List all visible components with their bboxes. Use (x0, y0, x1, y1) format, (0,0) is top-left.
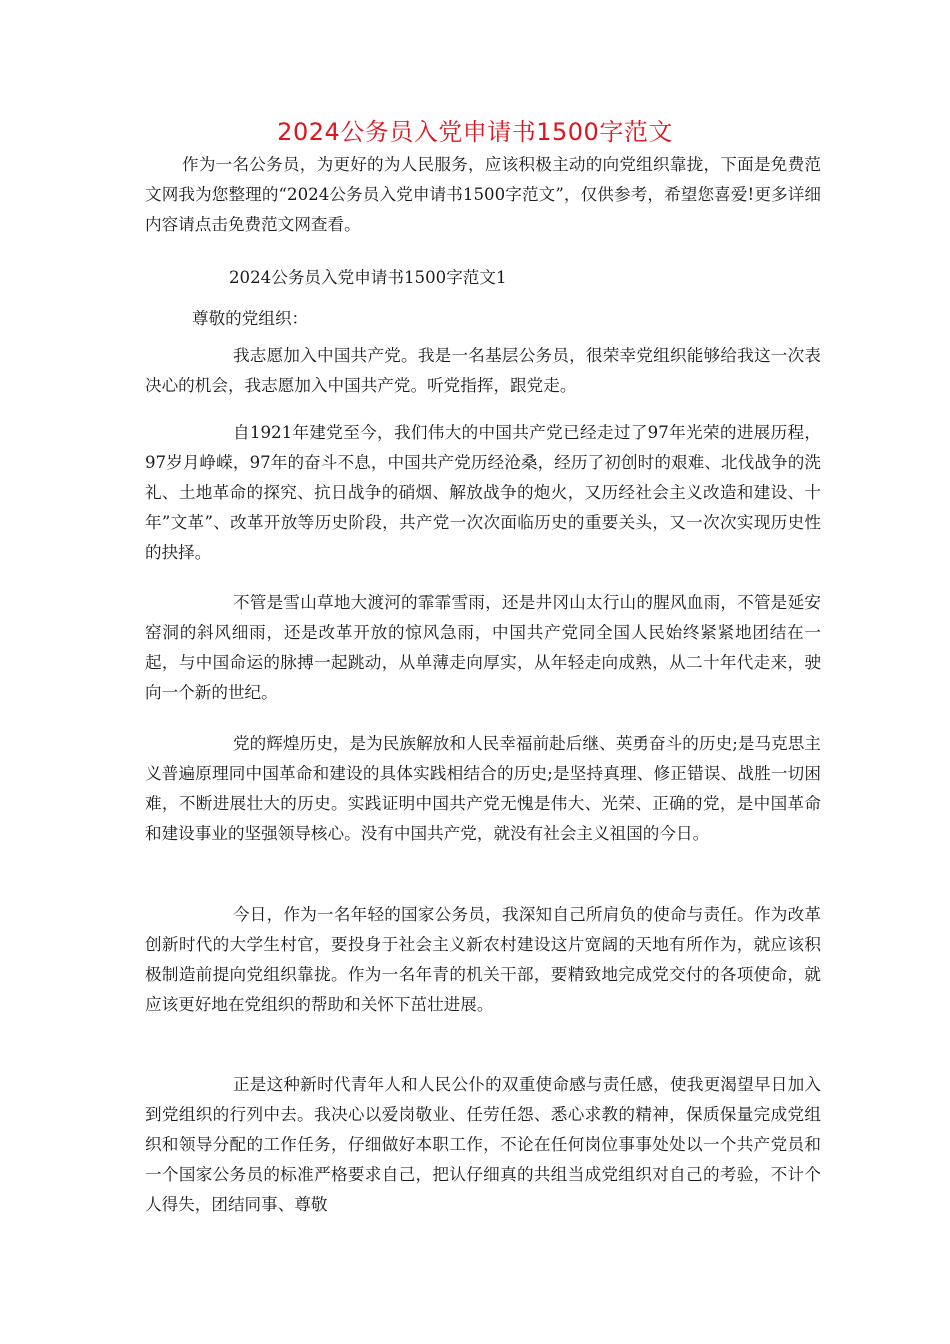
body-paragraph: 今日，作为一名年轻的国家公务员，我深知自己所肩负的使命与责任。作为改革创新时代的大学生村官，要投身于社会主义新农村建设这片宽阔的天地有所作为，就应该积极制造前提向党组织靠拢。作为一名年青的机关干部，要精致地完成党交付的各项使命，就应该更好地在党组织的帮助和关怀下茁壮进展。 (145, 905, 821, 1014)
body-paragraph: 党的辉煌历史，是为民族解放和人民幸福前赴后继、英勇奋斗的历史;是马克思主义普遍原理同中国革命和建设的具体实践相结合的历史;是坚持真理、修正错误、战胜一切困难，不断进展壮大的历史。实践证明中国共产党无愧是伟大、光荣、正确的党，是中国革命和建设事业的坚强领导核心。没有中国共产党，就没有社会主义祖国的今日。 (145, 734, 821, 843)
section-heading: 2024公务员入党申请书1500字范文1 (229, 268, 507, 287)
document-title: 2024公务员入党申请书1500字范文 (277, 118, 673, 146)
body-paragraph: 不管是雪山草地大渡河的霏霏雪雨，还是井冈山太行山的腥风血雨，不管是延安窑洞的斜风细雨，还是改革开放的惊风急雨，中国共产党同全国人民始终紧紧地团结在一起，与中国命运的脉搏一起跳动，从单薄走向厚实，从年轻走向成熟，从二十年代走来，驶向一个新的世纪。 (145, 593, 821, 702)
body-paragraph: 正是这种新时代青年人和人民公仆的双重使命感与责任感，使我更渴望早日加入到党组织的行列中去。我决心以爱岗敬业、任劳任怨、悉心求教的精神，保质保量完成党组织和领导分配的工作任务，仔细做好本职工作，不论在任何岗位事事处处以一个共产党员和一个国家公务员的标准严格要求自己，把认仔细真的共组当成党组织对自己的考验，不计个人得失，团结同事、尊敬 (145, 1075, 821, 1214)
body-paragraph: 我志愿加入中国共产党。我是一名基层公务员，很荣幸党组织能够给我这一次表决心的机会，我志愿加入中国共产党。听党指挥，跟党走。 (145, 346, 821, 395)
salutation: 尊敬的党组织： (192, 309, 309, 328)
intro-paragraph: 作为一名公务员，为更好的为人民服务，应该积极主动的向党组织靠拢，下面是免费范文网我为您整理的“2024公务员入党申请书1500字范文”，仅供参考，希望您喜爱!更多详细内容请点击免费范文网查看。 (145, 155, 821, 234)
body-paragraph: 自1921年建党至今，我们伟大的中国共产党已经走过了97年光荣的进展历程，97岁月峥嵘，97年的奋斗不息，中国共产党历经沧桑，经历了初创时的艰难、北伐战争的洗礼、土地革命的探究、抗日战争的硝烟、解放战争的炮火，又历经社会主义改造和建设、十年”文革”、改革开放等历史阶段，共产党一次次面临历史的重要关头，又一次次实现历史性的抉择。 (145, 423, 821, 562)
